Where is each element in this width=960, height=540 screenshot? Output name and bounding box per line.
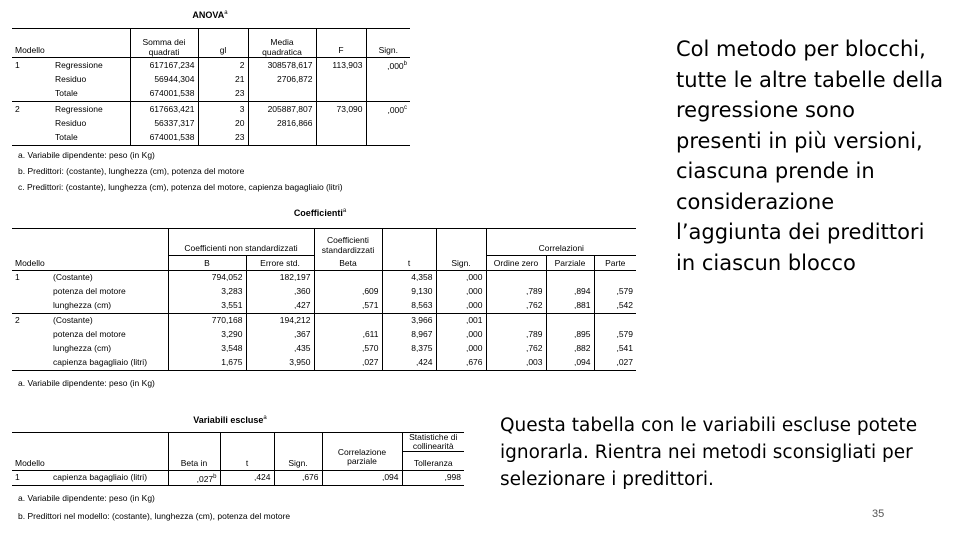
header-spacer xyxy=(436,229,486,256)
beta-in-sup: b xyxy=(213,473,217,480)
source-cell: Regressione xyxy=(55,59,103,70)
t-header: t xyxy=(382,255,436,270)
zero-cell: ,789 xyxy=(486,328,546,342)
t-cell: 8,563 xyxy=(382,299,436,314)
anova-title xyxy=(150,10,270,20)
t-cell: ,424 xyxy=(382,356,436,371)
part-header: Parte xyxy=(594,255,636,270)
excl-t-header: t xyxy=(220,452,274,471)
predictor-cell: (Costante) xyxy=(53,315,93,325)
tolerance-cell: ,998 xyxy=(402,470,464,486)
partial-cell: ,882 xyxy=(546,342,594,356)
source-cell: Totale xyxy=(52,131,130,146)
sig-value: ,000 xyxy=(387,104,404,115)
sig-cell: ,000 xyxy=(436,328,486,342)
model-cell xyxy=(12,117,52,131)
df-cell: 3 xyxy=(198,101,248,116)
header-spacer xyxy=(274,433,322,452)
table-row xyxy=(12,87,410,102)
model-cell xyxy=(12,342,50,356)
anova-header-sig: Sign. xyxy=(366,29,410,58)
sig-cell xyxy=(366,73,410,87)
table-row xyxy=(12,342,636,356)
sig-cell: ,000 xyxy=(436,285,486,299)
beta-cell xyxy=(314,270,382,285)
tolerance-header: Tolleranza xyxy=(402,452,464,471)
b-cell: 3,548 xyxy=(168,342,246,356)
ms-cell: 2816,866 xyxy=(248,117,316,131)
model-cell xyxy=(12,285,50,299)
partial-corr-cell: ,094 xyxy=(322,470,402,486)
zero-cell xyxy=(486,313,546,328)
table-row xyxy=(12,270,636,285)
collinearity-header: Statistiche di collinearità xyxy=(402,433,464,452)
sig-cell xyxy=(366,117,410,131)
table-row xyxy=(12,299,636,314)
anova-note-b: b. Predittori: (costante), lunghezza (cm), potenza del motore xyxy=(18,166,245,176)
part-cell xyxy=(594,313,636,328)
t-cell: ,424 xyxy=(220,470,274,486)
coefficients-header-row-2 xyxy=(12,255,636,270)
sig-sup: b xyxy=(403,61,407,67)
se-cell: ,435 xyxy=(246,342,314,356)
df-cell: 2 xyxy=(198,58,248,73)
b-cell: 1,675 xyxy=(168,356,246,371)
b-cell: 3,551 xyxy=(168,299,246,314)
excl-sig-header: Sign. xyxy=(274,452,322,471)
page-number: 35 xyxy=(872,508,885,520)
se-cell: 182,197 xyxy=(246,270,314,285)
table-row xyxy=(12,313,636,328)
f-cell xyxy=(316,87,366,102)
excluded-note-b: b. Predittori nel modello: (costante), lunghezza (cm), potenza del motore xyxy=(18,511,291,521)
explanation-text-excluded: Questa tabella con le variabili escluse potete ignorarla. Rientra nei metodi sconsigliati per selezionare i predittori. xyxy=(500,415,918,490)
ss-cell: 56337,317 xyxy=(130,117,198,131)
sig-cell: ,001 xyxy=(436,313,486,328)
ss-cell: 617663,421 xyxy=(130,101,198,116)
anova-note-c: c. Predittori: (costante), lunghezza (cm), potenza del motore, capienza bagagliaio (litri) xyxy=(18,182,343,192)
zero-order-header: Ordine zero xyxy=(486,255,546,270)
f-cell: 73,090 xyxy=(316,101,366,116)
sig-cell: ,000 xyxy=(436,270,486,285)
zero-cell: ,762 xyxy=(486,299,546,314)
anova-title-sup: a xyxy=(224,10,228,16)
sig-header: Sign. xyxy=(436,255,486,270)
anova-header-f: F xyxy=(316,29,366,58)
b-cell: 770,168 xyxy=(168,313,246,328)
model-cell: 2 xyxy=(15,315,20,325)
model-cell xyxy=(12,87,52,102)
beta-cell: ,027 xyxy=(314,356,382,371)
model-cell xyxy=(12,328,50,342)
ss-cell: 56944,304 xyxy=(130,73,198,87)
table-row xyxy=(12,356,636,371)
ms-cell: 205887,807 xyxy=(248,101,316,116)
f-cell xyxy=(316,117,366,131)
t-cell: 8,967 xyxy=(382,328,436,342)
coefficients-note-a: a. Variabile dipendente: peso (in Kg) xyxy=(18,378,155,388)
sig-cell: ,000 xyxy=(436,342,486,356)
zero-cell: ,789 xyxy=(486,285,546,299)
sig-cell: ,676 xyxy=(274,470,322,486)
coef-header-model: Modello xyxy=(12,255,168,270)
table-row xyxy=(12,117,410,131)
partial-cell: ,881 xyxy=(546,299,594,314)
sig-cell: ,676 xyxy=(436,356,486,371)
coefficients-title-sup: a xyxy=(342,208,347,214)
unstd-header: Coefficienti non standardizzati xyxy=(168,229,314,256)
excluded-header-row-2 xyxy=(12,452,464,471)
se-cell: 194,212 xyxy=(246,313,314,328)
std-header: Coefficienti standardizzati xyxy=(314,229,382,256)
t-cell: 9,130 xyxy=(382,285,436,299)
sig-cell xyxy=(366,58,410,73)
df-cell: 23 xyxy=(198,131,248,146)
excluded-title xyxy=(170,415,290,425)
partial-header: Parziale xyxy=(546,255,594,270)
model-cell xyxy=(12,356,50,371)
model-cell xyxy=(12,131,52,146)
f-cell: 113,903 xyxy=(316,58,366,73)
model-cell xyxy=(12,299,50,314)
anova-header-ss: Somma dei quadrati xyxy=(130,29,198,58)
anova-note-a: a. Variabile dipendente: peso (in Kg) xyxy=(18,150,155,160)
zero-cell: ,003 xyxy=(486,356,546,371)
sig-cell: ,000 xyxy=(436,299,486,314)
part-cell xyxy=(594,270,636,285)
model-cell: 2 xyxy=(15,103,20,114)
anova-table xyxy=(12,28,410,146)
source-cell: Regressione xyxy=(55,103,103,114)
beta-cell xyxy=(314,313,382,328)
source-cell: Residuo xyxy=(55,74,87,85)
beta-in-value: ,027 xyxy=(196,473,214,484)
zero-cell xyxy=(486,270,546,285)
beta-cell: ,611 xyxy=(314,328,382,342)
part-cell: ,027 xyxy=(594,356,636,371)
table-row xyxy=(12,328,636,342)
ss-cell: 617167,234 xyxy=(130,58,198,73)
coefficients-header-row-1 xyxy=(12,229,636,256)
df-cell: 23 xyxy=(198,87,248,102)
model-cell: 1 xyxy=(15,272,20,282)
sig-cell xyxy=(366,87,410,102)
se-cell: 3,950 xyxy=(246,356,314,371)
beta-in-header: Beta in xyxy=(168,452,220,471)
predictor-cell: (Costante) xyxy=(53,272,93,282)
partial-cell xyxy=(546,270,594,285)
excluded-note-a: a. Variabile dipendente: peso (in Kg) xyxy=(18,493,155,503)
se-header: Errore std. xyxy=(246,255,314,270)
part-cell: ,579 xyxy=(594,285,636,299)
predictor-cell: capienza bagagliaio (litri) xyxy=(50,470,168,486)
sig-cell xyxy=(366,101,410,116)
se-cell: ,360 xyxy=(246,285,314,299)
explanation-text-blocks: Col metodo per blocchi, tutte le altre tabelle della regressione sono presenti in più versioni, ciascuna prende in considerazione l’aggiunta dei predittori in ciascun blocco xyxy=(676,37,944,275)
df-cell: 21 xyxy=(198,73,248,87)
beta-header: Beta xyxy=(314,255,382,270)
predictor-cell: potenza del motore xyxy=(53,286,126,296)
b-cell: 3,290 xyxy=(168,328,246,342)
b-cell: 3,283 xyxy=(168,285,246,299)
f-cell xyxy=(316,73,366,87)
anova-title-text: ANOVA xyxy=(192,10,225,20)
beta-cell: ,571 xyxy=(314,299,382,314)
beta-in-cell xyxy=(168,470,220,486)
anova-header-row xyxy=(12,29,410,58)
excl-header-model: Modello xyxy=(12,452,168,471)
partial-corr-header: Correlazione parziale xyxy=(322,448,402,467)
coefficients-title xyxy=(260,208,380,218)
corr-header: Correlazioni xyxy=(486,229,636,256)
model-cell: 1 xyxy=(12,470,50,486)
table-row xyxy=(12,470,464,486)
source-cell: Totale xyxy=(52,87,130,102)
anova-header-df: gl xyxy=(198,29,248,58)
excluded-title-sup: a xyxy=(263,415,267,421)
predictor-cell: lunghezza (cm) xyxy=(50,299,168,314)
header-spacer xyxy=(12,433,168,452)
t-cell: 8,375 xyxy=(382,342,436,356)
model-cell: 1 xyxy=(15,59,20,70)
t-cell: 4,358 xyxy=(382,270,436,285)
predictor-cell: potenza del motore xyxy=(53,329,126,339)
b-header: B xyxy=(168,255,246,270)
excluded-title-text: Variabili escluse xyxy=(193,415,264,425)
beta-cell: ,570 xyxy=(314,342,382,356)
partial-cell: ,894 xyxy=(546,285,594,299)
header-spacer xyxy=(12,229,168,256)
header-spacer xyxy=(220,433,274,452)
coefficients-table xyxy=(12,228,636,371)
table-row xyxy=(12,73,410,87)
sig-sup: c xyxy=(404,104,407,111)
header-spacer xyxy=(382,229,436,256)
df-cell: 20 xyxy=(198,117,248,131)
table-row xyxy=(12,131,410,146)
ss-cell: 674001,538 xyxy=(130,87,198,102)
partial-cell: ,895 xyxy=(546,328,594,342)
se-cell: ,427 xyxy=(246,299,314,314)
header-spacer xyxy=(168,433,220,452)
part-cell: ,541 xyxy=(594,342,636,356)
anova-header-model: Modello xyxy=(12,29,130,58)
predictor-cell: lunghezza (cm) xyxy=(53,343,112,353)
partial-cell: ,094 xyxy=(546,356,594,371)
zero-cell: ,762 xyxy=(486,342,546,356)
ms-cell: 308578,617 xyxy=(248,58,316,73)
sig-value: ,000 xyxy=(387,60,404,71)
ms-cell xyxy=(248,131,316,146)
table-row xyxy=(12,285,636,299)
part-cell: ,579 xyxy=(594,328,636,342)
ms-cell: 2706,872 xyxy=(248,73,316,87)
table-row xyxy=(12,101,410,116)
table-row xyxy=(12,58,410,73)
predictor-cell: capienza bagagliaio (litri) xyxy=(50,356,168,371)
model-cell xyxy=(12,73,52,87)
ms-cell xyxy=(248,87,316,102)
b-cell: 794,052 xyxy=(168,270,246,285)
beta-cell: ,609 xyxy=(314,285,382,299)
t-cell: 3,966 xyxy=(382,313,436,328)
partial-cell xyxy=(546,313,594,328)
se-cell: ,367 xyxy=(246,328,314,342)
ss-cell: 674001,538 xyxy=(130,131,198,146)
coefficients-title-text: Coefficienti xyxy=(293,208,343,218)
excluded-table xyxy=(12,432,464,486)
part-cell: ,542 xyxy=(594,299,636,314)
anova-header-ms: Media quadratica xyxy=(248,29,316,58)
f-cell xyxy=(316,131,366,146)
sig-cell xyxy=(366,131,410,146)
source-cell: Residuo xyxy=(55,118,87,129)
